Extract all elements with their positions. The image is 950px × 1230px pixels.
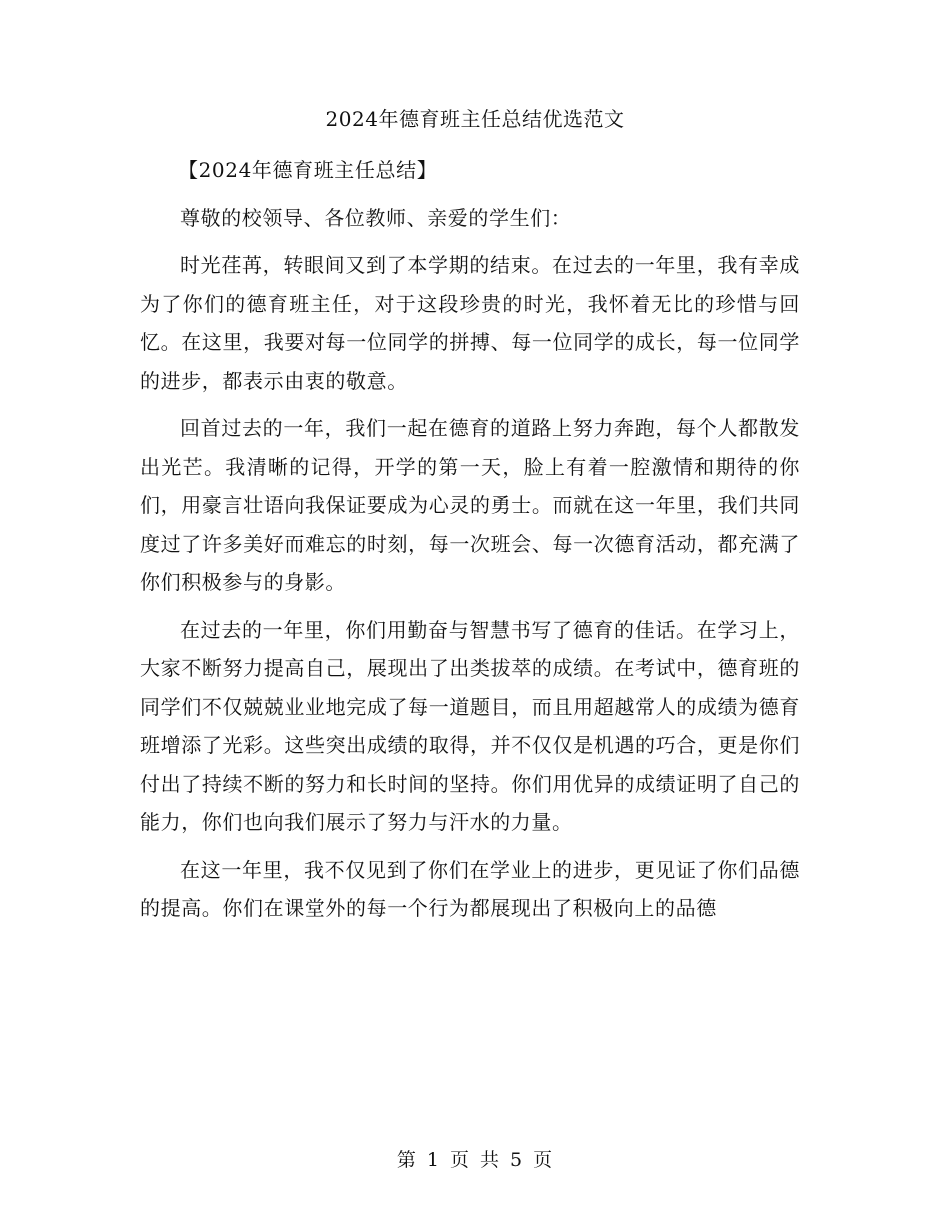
document-title: 2024年德育班主任总结优选范文 (325, 107, 625, 131)
section-heading: 【2024年德育班主任总结】 (178, 158, 438, 182)
paragraph: 在过去的一年里，你们用勤奋与智慧书写了德育的佳话。在学习上，大家不断努力提高自己，展现出了出类拔萃的成绩。在考试中，德育班的同学们不仅兢兢业业地完成了每一道题目，而且用超越常人的成绩为德育班增添了光彩。这些突出成绩的取得，并不仅仅是机遇的巧合，更是你们付出了持续不断的努力和长时间的坚持。你们用优异的成绩证明了自己的能力，你们也向我们展示了努力与汗水的力量。 (140, 617, 800, 834)
paragraph: 在这一年里，我不仅见到了你们在学业上的进步，更见证了你们品德的提高。你们在课堂外的每一个行为都展现出了积极向上的品德 (140, 857, 800, 920)
paragraph: 回首过去的一年，我们一起在德育的道路上努力奔跑，每个人都散发出光芒。我清晰的记得，开学的第一天，脸上有着一腔激情和期待的你们，用豪言壮语向我保证要成为心灵的勇士。而就在这一年里，我们共同度过了许多美好而难忘的时刻，每一次班会、每一次德育活动，都充满了你们积极参与的身影。 (140, 416, 800, 594)
page-number-footer: 第 1 页 共 5 页 (396, 1149, 554, 1171)
paragraph: 时光荏苒，转眼间又到了本学期的结束。在过去的一年里，我有幸成为了你们的德育班主任，对于这段珍贵的时光，我怀着无比的珍惜与回忆。在这里，我要对每一位同学的拼搏、每一位同学的成长，每一位同学的进步，都表示由衷的敬意。 (140, 253, 800, 393)
document-body (140, 151, 800, 937)
salutation: 尊敬的校领导、各位教师、亲爱的学生们： (180, 205, 572, 230)
